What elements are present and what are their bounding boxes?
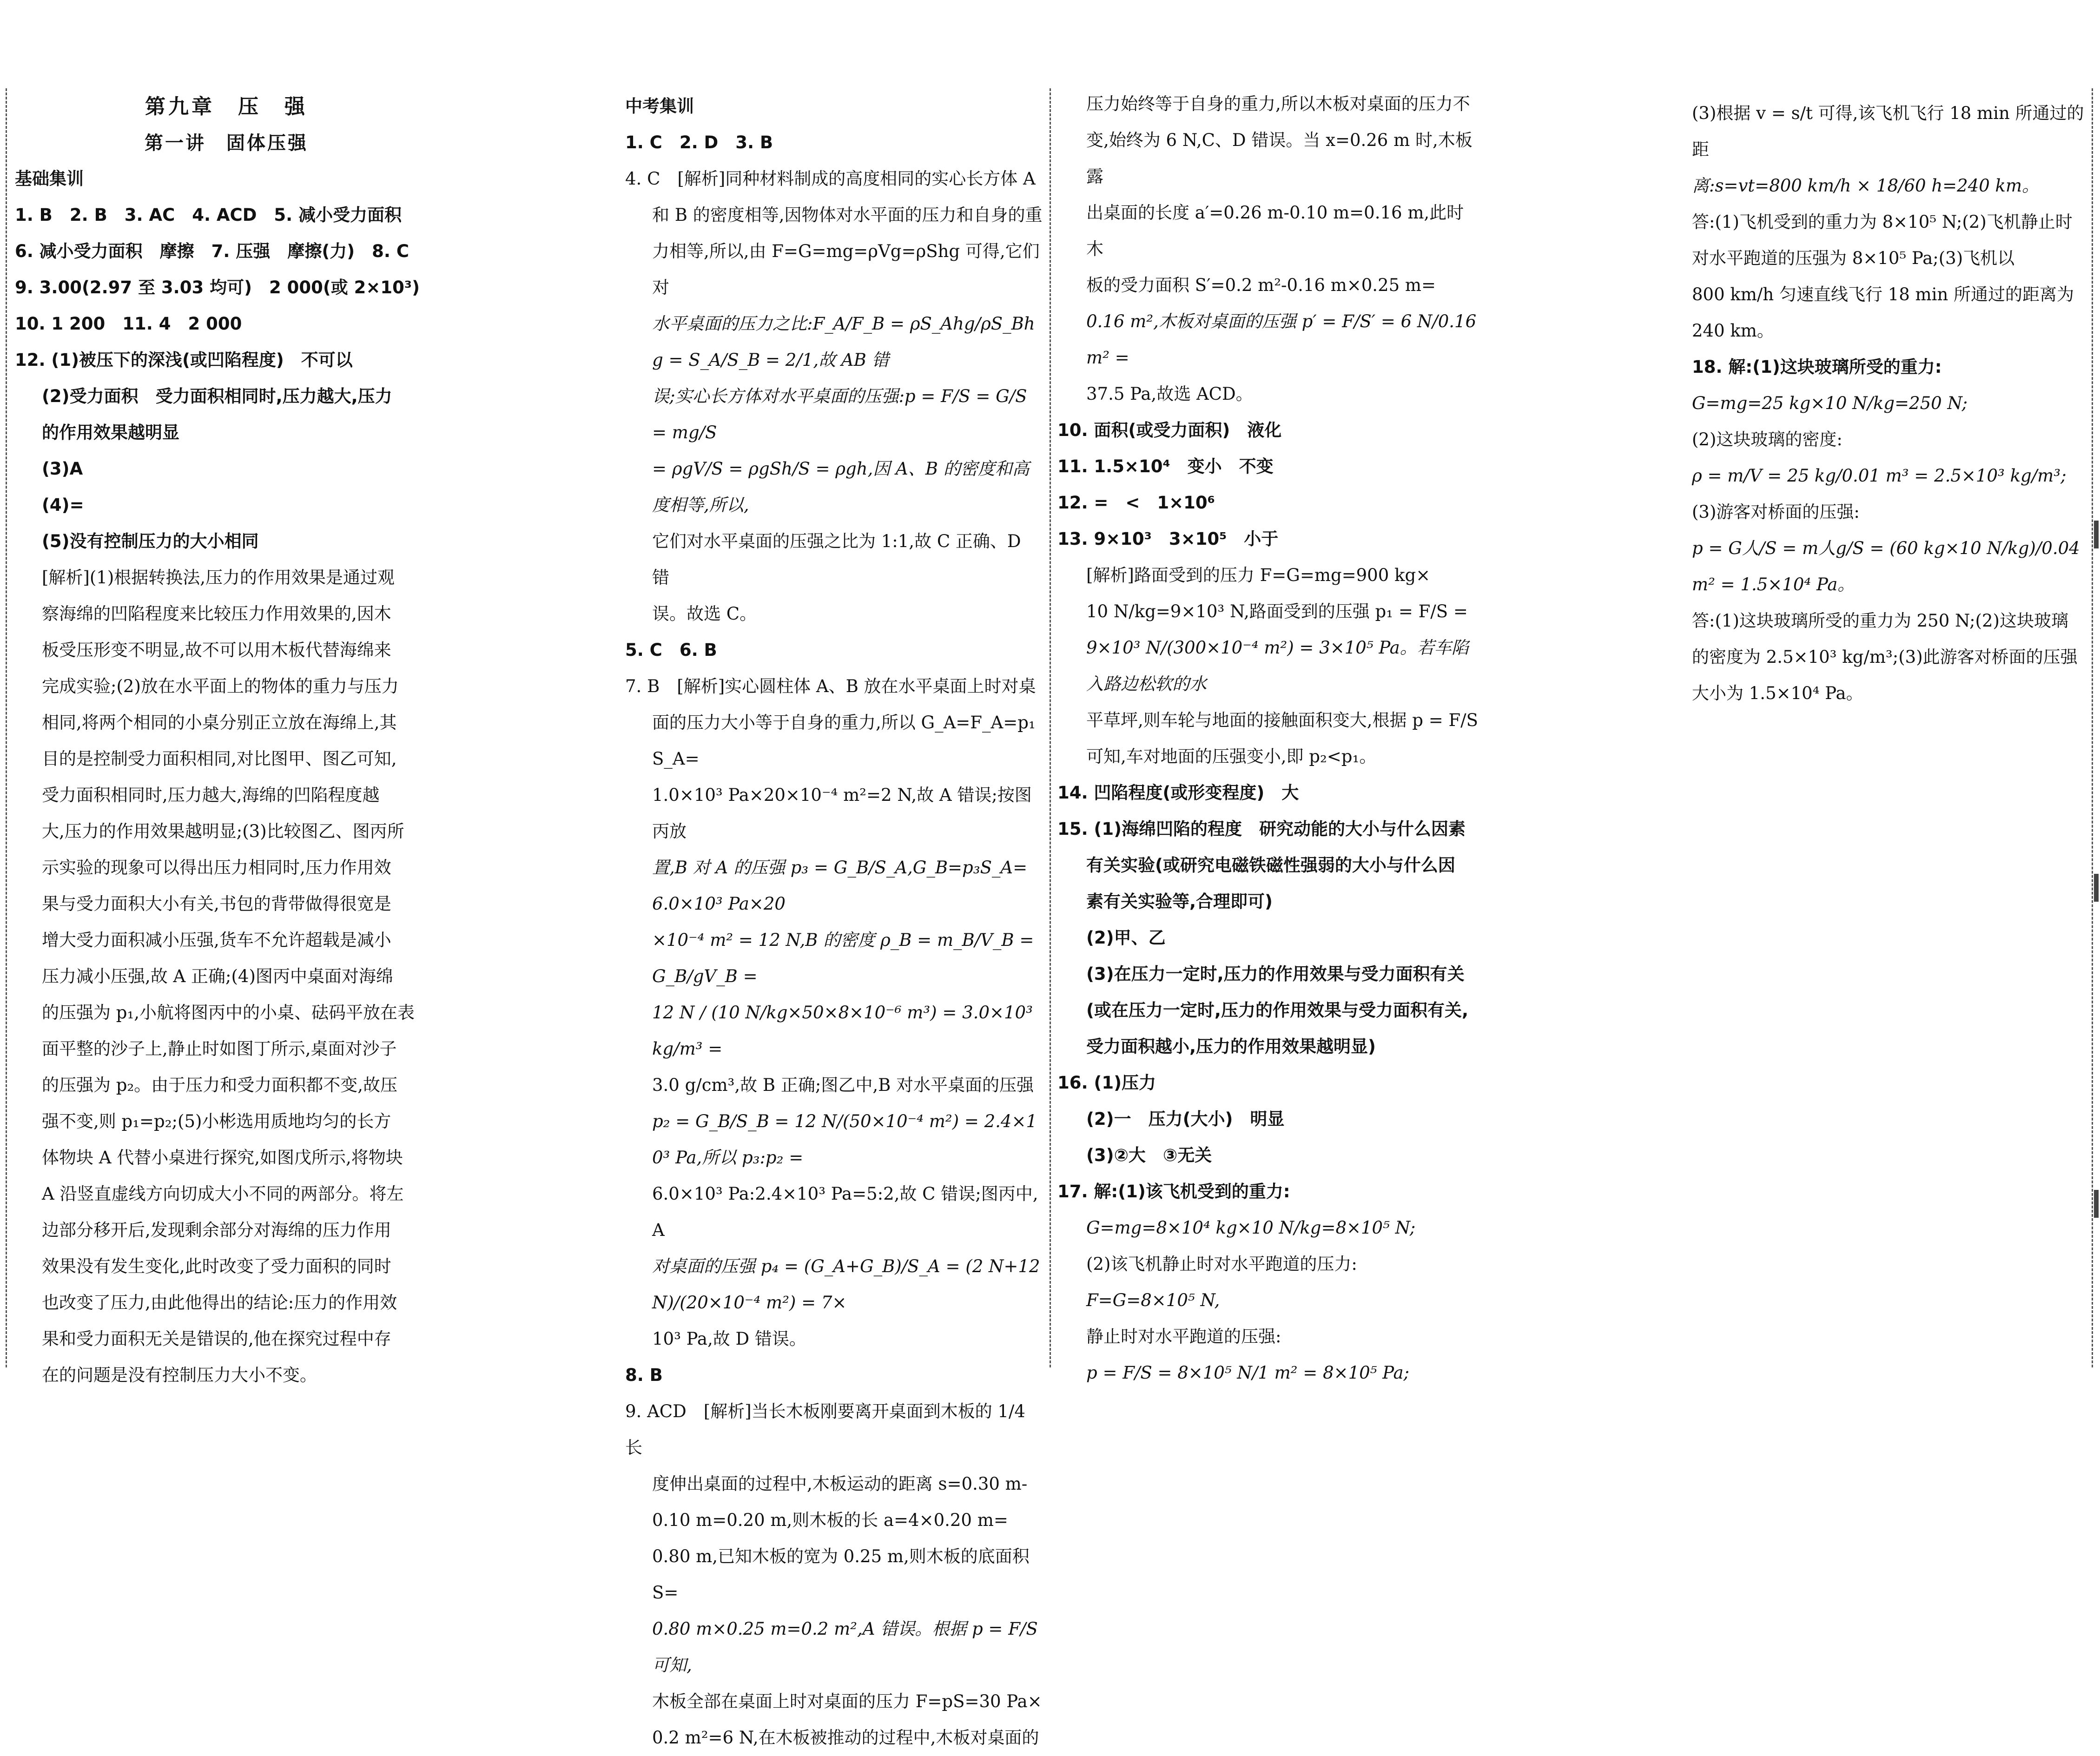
- analysis-line: 边部分移开后,发现剩余部分对海绵的压力作用: [42, 1220, 391, 1240]
- formula-line: 0.80 m×0.25 m=0.2 m²,A 错误。根据 p = F/S 可知,: [652, 1619, 1038, 1675]
- analysis-line: 6.0×10³ Pa:2.4×10³ Pa=5:2,故 C 错误;图丙中,A: [652, 1184, 1038, 1240]
- formula-line: p = F/S = 8×10⁵ N/1 m² = 8×10⁵ Pa;: [1086, 1363, 1409, 1383]
- formula-line: 0.16 m²,木板对桌面的压强 p′ = F/S′ = 6 N/0.16 m² =: [1086, 311, 1477, 368]
- analysis-line: 可知,车对地面的压强变小,即 p₂<p₁。: [1086, 746, 1377, 766]
- answer-line: 13. 9×10³ 3×10⁵ 小于: [1057, 529, 1279, 549]
- analysis-line: 10 N/kg=9×10³ N,路面受到的压强 p₁ = F/S =: [1086, 601, 1468, 621]
- formula-line: 离:s=vt=800 km/h × 18/60 h=240 km。: [1692, 176, 2040, 196]
- analysis-line: 静止时对水平跑道的压强:: [1086, 1327, 1281, 1347]
- analysis-line: 示实验的现象可以得出压力相同时,压力作用效: [42, 858, 391, 878]
- analysis-line: 力相等,所以,由 F=G=mg=ρVg=ρShg 可得,它们对: [652, 241, 1040, 297]
- formula-line: ×10⁻⁴ m² = 12 N,B 的密度 ρ_B = m_B/V_B = G_B/gV_B =: [652, 930, 1034, 986]
- answer-line: 6. 减小受力面积 摩擦 7. 压强 摩擦(力) 8. C: [15, 241, 409, 261]
- formula-line: F=G=8×10⁵ N,: [1086, 1290, 1220, 1310]
- q12-part: (5)没有控制压力的大小相同: [42, 531, 259, 551]
- formula-line: 误;实心长方体对水平桌面的压强:p = F/S = G/S = mg/S: [652, 386, 1027, 442]
- analysis-line: 受力面积相同时,压力越大,海绵的凹陷程度越: [42, 785, 380, 805]
- answer-line: 4. C [解析]同种材料制成的高度相同的实心长方体 A: [625, 169, 1036, 189]
- answer-line: 9. ACD [解析]当长木板刚要离开桌面到木板的 1/4 长: [625, 1401, 1025, 1458]
- answer-line: 15. (1)海绵凹陷的程度 研究动能的大小与什么因素: [1057, 819, 1466, 839]
- analysis-line: 1.0×10³ Pa×20×10⁻⁴ m²=2 N,故 A 错误;按图丙放: [652, 785, 1032, 841]
- analysis-line: 面的压力大小等于自身的重力,所以 G_A=F_A=p₁S_A=: [652, 713, 1036, 769]
- analysis-line: 度伸出桌面的过程中,木板运动的距离 s=0.30 m-: [652, 1474, 1028, 1494]
- lecture-title: 第一讲 固体压强: [145, 132, 308, 154]
- formula-line: 12 N / (10 N/kg×50×8×10⁻⁶ m³) = 3.0×10³ kg/m³ =: [652, 1003, 1033, 1059]
- answer-line: 1. B 2. B 3. AC 4. ACD 5. 减小受力面积: [15, 205, 402, 225]
- analysis-line: (2)该飞机静止时对水平跑道的压力:: [1086, 1254, 1357, 1274]
- answer-line: 10. 1 200 11. 4 2 000: [15, 314, 242, 334]
- analysis-line: 0.80 m,已知木板的宽为 0.25 m,则木板的底面积 S=: [652, 1546, 1030, 1603]
- right-dashed-divider: [2092, 88, 2093, 1367]
- answer-line: 12. (1)被压下的深浅(或凹陷程度) 不可以: [15, 350, 353, 370]
- answer-line: 1. C 2. D 3. B: [625, 132, 773, 152]
- analysis-line: 目的是控制受力面积相同,对比图甲、图乙可知,: [42, 749, 397, 769]
- answer-line: 7. B [解析]实心圆柱体 A、B 放在水平桌面上时对桌: [625, 676, 1036, 696]
- analysis-line: 它们对水平桌面的压强之比为 1:1,故 C 正确、D 错: [652, 531, 1021, 588]
- answer-line: (3)②大 ③无关: [1086, 1145, 1212, 1165]
- q12-part: (3)A: [42, 459, 83, 479]
- answer-line: (或在压力一定时,压力的作用效果与受力面积有关,: [1086, 1000, 1469, 1020]
- answer-line: 17. 解:(1)该飞机受到的重力:: [1057, 1182, 1290, 1201]
- analysis-line: 和 B 的密度相等,因物体对水平面的压力和自身的重: [652, 205, 1043, 225]
- analysis-line: 压力减小压强,故 A 正确;(4)图丙中桌面对海绵: [42, 966, 393, 986]
- analysis-line: 0.2 m²=6 N,在木板被推动的过程中,木板对桌面的: [652, 1728, 1039, 1748]
- analysis-line: 察海绵的凹陷程度来比较压力作用效果的,因木: [42, 604, 391, 624]
- answer-line: 18. 解:(1)这块玻璃所受的重力:: [1692, 357, 1942, 377]
- analysis-line: 37.5 Pa,故选 ACD。: [1086, 384, 1253, 404]
- answer-line: 10. 面积(或受力面积) 液化: [1057, 420, 1282, 440]
- answer-line: 受力面积越小,压力的作用效果越明显): [1086, 1036, 1376, 1056]
- answer-line: 12. = < 1×10⁶: [1057, 493, 1215, 513]
- analysis-line: 的密度为 2.5×10³ kg/m³;(3)此游客对桥面的压强: [1692, 647, 2078, 667]
- formula-line: 水平桌面的压力之比:F_A/F_B = ρS_Ahg/ρS_Bhg = S_A/S_B = 2/1,故 AB 错: [652, 314, 1035, 370]
- formula-line: p₂ = G_B/S_B = 12 N/(50×10⁻⁴ m²) = 2.4×10³ Pa,所以 p₃:p₂ =: [652, 1111, 1037, 1168]
- analysis-line: 的压强为 p₁,小航将图丙中的小桌、砝码平放在表: [42, 1003, 415, 1023]
- analysis-line: 在的问题是没有控制压力大小不变。: [42, 1365, 317, 1385]
- binding-mark: [2094, 1190, 2099, 1218]
- formula-line: 9×10³ N/(300×10⁻⁴ m²) = 3×10⁵ Pa。若车陷入路边松软的水: [1086, 638, 1469, 694]
- analysis-line: 也改变了压力,由此他得出的结论:压力的作用效: [42, 1293, 397, 1313]
- analysis-line: 相同,将两个相同的小桌分别正立放在海绵上,其: [42, 713, 397, 733]
- analysis-line: 800 km/h 匀速直线飞行 18 min 所通过的距离为: [1692, 284, 2074, 304]
- analysis-line: 240 km。: [1692, 321, 1774, 341]
- section-heading-basic: 基础集训: [15, 169, 84, 189]
- answer-line: (3)在压力一定时,压力的作用效果与受力面积有关: [1086, 964, 1465, 984]
- section-heading-exam: 中考集训: [625, 96, 694, 116]
- column-1: [15, 88, 438, 1385]
- answer-line: 9. 3.00(2.97 至 3.03 均可) 2 000(或 2×10³): [15, 277, 420, 297]
- answer-line: 14. 凹陷程度(或形变程度) 大: [1057, 783, 1299, 803]
- column-3: [1057, 86, 1480, 1383]
- analysis-line: 3.0 g/cm³,故 B 正确;图乙中,B 对水平桌面的压强: [652, 1075, 1034, 1095]
- answer-line: (2)一 压力(大小) 明显: [1086, 1109, 1285, 1129]
- analysis-line: 大小为 1.5×10⁴ Pa。: [1692, 683, 1863, 703]
- formula-line: p = G人/S = m人g/S = (60 kg×10 N/kg)/0.04 m² = 1.5×10⁴ Pa。: [1692, 538, 2080, 594]
- column-4: [1692, 95, 2085, 1367]
- formula-line: ρ = m/V = 25 kg/0.01 m³ = 2.5×10³ kg/m³;: [1692, 466, 2067, 486]
- analysis-line: 变,始终为 6 N,C、D 错误。当 x=0.26 m 时,木板露: [1086, 130, 1473, 186]
- analysis-line: [解析]路面受到的压力 F=G=mg=900 kg×: [1086, 565, 1431, 585]
- q12-part: (4)=: [42, 495, 84, 515]
- analysis-line: (3)根据 v = s/t 可得,该飞机飞行 18 min 所通过的距: [1692, 103, 2084, 159]
- analysis-line: 增大受力面积减小压强,货车不允许超载是减小: [42, 930, 391, 950]
- formula-line: G=mg=25 kg×10 N/kg=250 N;: [1692, 393, 1968, 413]
- analysis-line: 果与受力面积大小有关,书包的背带做得很宽是: [42, 894, 391, 914]
- analysis-line: (2)这块玻璃的密度:: [1692, 429, 1842, 449]
- answer-line: 5. C 6. B: [625, 640, 717, 660]
- answer-line: 16. (1)压力: [1057, 1073, 1156, 1093]
- analysis-line: 板的受力面积 S′=0.2 m²-0.16 m×0.25 m=: [1086, 275, 1436, 295]
- analysis-line: 0.10 m=0.20 m,则木板的长 a=4×0.20 m=: [652, 1510, 1008, 1530]
- analysis-line: 答:(1)飞机受到的重力为 8×10⁵ N;(2)飞机静止时: [1692, 212, 2073, 232]
- formula-line: G=mg=8×10⁴ kg×10 N/kg=8×10⁵ N;: [1086, 1218, 1416, 1238]
- analysis-line: 的压强为 p₂。由于压力和受力面积都不变,故压: [42, 1075, 398, 1095]
- analysis-line: 对水平跑道的压强为 8×10⁵ Pa;(3)飞机以: [1692, 248, 2015, 268]
- analysis-line: 体物块 A 代替小桌进行探究,如图戊所示,将物块: [42, 1148, 403, 1168]
- formula-line: 置,B 对 A 的压强 p₃ = G_B/S_A,G_B=p₃S_A=6.0×10³ Pa×20: [652, 858, 1028, 914]
- answer-line: 有关实验(或研究电磁铁磁性强弱的大小与什么因: [1086, 855, 1455, 875]
- analysis-line: 强不变,则 p₁=p₂;(5)小彬选用质地均匀的长方: [42, 1111, 391, 1131]
- analysis-line: (3)游客对桥面的压强:: [1692, 502, 1860, 522]
- analysis-line: 答:(1)这块玻璃所受的重力为 250 N;(2)这块玻璃: [1692, 611, 2068, 631]
- answer-line: 11. 1.5×10⁴ 变小 不变: [1057, 456, 1274, 476]
- analysis-line: [解析](1)根据转换法,压力的作用效果是通过观: [42, 568, 395, 588]
- formula-line: 对桌面的压强 p₄ = (G_A+G_B)/S_A = (2 N+12 N)/(20×10⁻⁴ m²) = 7×: [652, 1256, 1040, 1313]
- q12-part: (2)受力面积 受力面积相同时,压力越大,压力: [42, 386, 392, 406]
- answer-line: (2)甲、乙: [1086, 928, 1166, 948]
- left-dashed-divider: [6, 88, 7, 1367]
- analysis-line: 板受压形变不明显,故不可以用木板代替海绵来: [42, 640, 391, 660]
- analysis-line: 平草坪,则车轮与地面的接触面积变大,根据 p = F/S: [1086, 710, 1478, 730]
- analysis-line: 果和受力面积无关是错误的,他在探究过程中存: [42, 1329, 391, 1349]
- analysis-line: 大,压力的作用效果越明显;(3)比较图乙、图丙所: [42, 821, 404, 841]
- analysis-line: 效果没有发生变化,此时改变了受力面积的同时: [42, 1256, 391, 1276]
- answer-line: 素有关实验等,合理即可): [1086, 891, 1273, 911]
- column-2: [625, 88, 1043, 1748]
- answer-line: 8. B: [625, 1365, 663, 1385]
- analysis-line: 出桌面的长度 a′=0.26 m-0.10 m=0.16 m,此时木: [1086, 203, 1464, 259]
- middle-dashed-divider: [1050, 88, 1051, 1367]
- q12-part: 的作用效果越明显: [42, 422, 179, 442]
- analysis-line: 完成实验;(2)放在水平面上的物体的重力与压力: [42, 676, 399, 696]
- analysis-line: 面平整的沙子上,静止时如图丁所示,桌面对沙子: [42, 1039, 397, 1059]
- analysis-line: 木板全部在桌面上时对桌面的压力 F=pS=30 Pa×: [652, 1691, 1042, 1711]
- analysis-line: 误。故选 C。: [652, 604, 757, 624]
- chapter-title: 第九章 压 强: [145, 95, 308, 119]
- formula-line: = ρgV/S = ρgSh/S = ρgh,因 A、B 的密度和高度相等,所以,: [652, 459, 1030, 515]
- analysis-line: 压力始终等于自身的重力,所以木板对桌面的压力不: [1086, 94, 1470, 114]
- analysis-line: 10³ Pa,故 D 错误。: [652, 1329, 806, 1349]
- analysis-line: A 沿竖直虚线方向切成大小不同的两部分。将左: [42, 1184, 404, 1204]
- binding-mark: [2094, 521, 2099, 548]
- binding-mark: [2094, 874, 2099, 902]
